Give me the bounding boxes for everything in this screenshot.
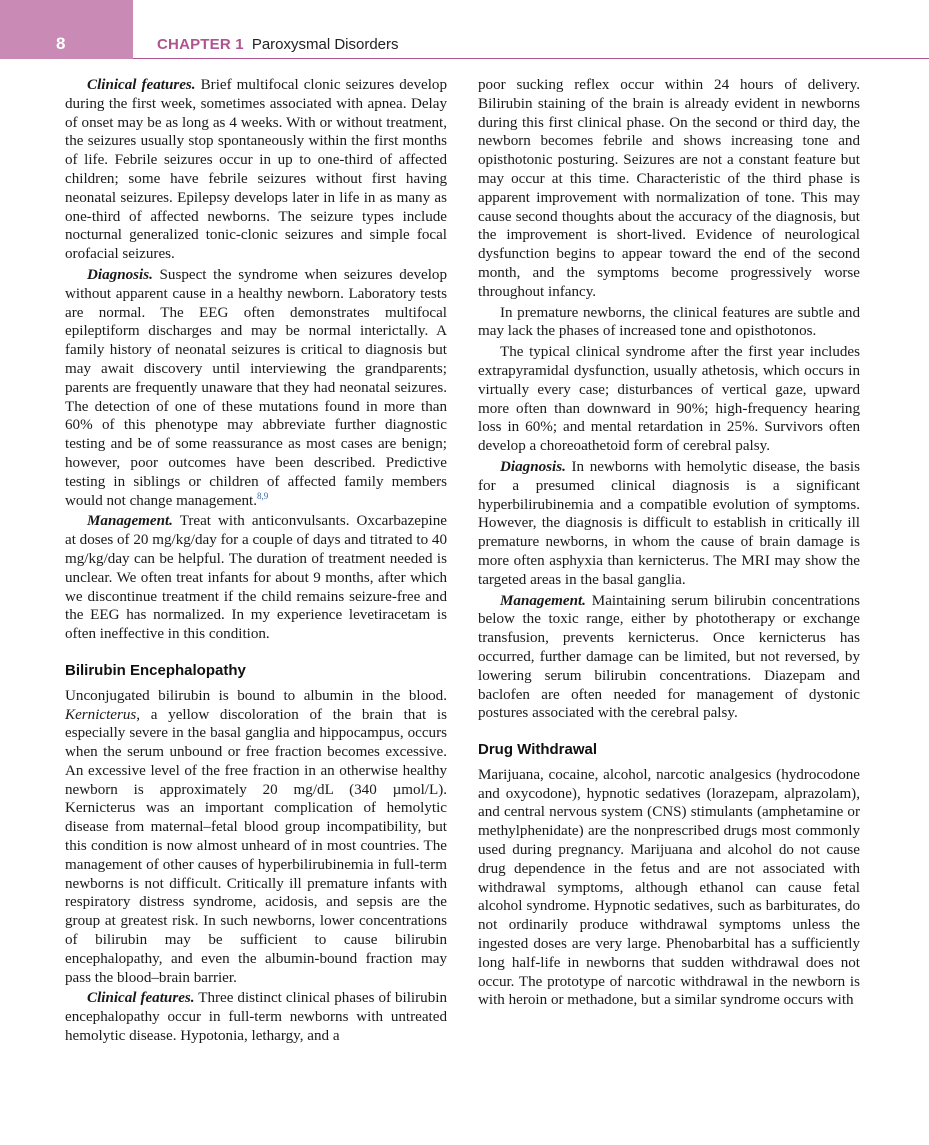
chapter-label: CHAPTER 1: [157, 36, 244, 53]
section-heading-bilirubin: Bilirubin Encephalopathy: [65, 661, 246, 679]
paragraph-text: Brief multifocal clonic seizures develop during the first week, sometimes associated with apnea. Delay of onset may be as long as 4 weeks. With or without treatment, the seizures usually stop spontaneously within the first months of life. Febrile seizures occur in up to one-third of affected children; some have febrile seizures without first having neonatal seizures. Epilepsy develops later in life in as many as one-third of affected newborns. The seizure types include nocturnal generalized tonic-clonic seizures and simple focal orofacial seizures.: [65, 77, 448, 263]
runin-heading: Diagnosis.: [500, 458, 566, 475]
term-kernicterus: Kernicterus,: [65, 706, 141, 723]
paragraph-text: Suspect the syndrome when seizures develop without apparent cause in a healthy newborn. Laboratory tests are normal. The EEG often demonstrates multifocal epileptiform discharges and may be normal interictally. A family history of neonatal seizures is critical to diagnosis but may await discovery until interviewing the grandparents; parents are frequently unaware that they had neonatal seizures. The detection of one of these mutations found in more than 60% of this phenotype may abbreviate further diagnostic testing and be of some reassurance as most cases are benign; however, poor outcomes have been described. Predictive testing in siblings or children of affected family members would not change management.: [65, 266, 447, 509]
left-column: [65, 76, 447, 1046]
reference-superscript[interactable]: 8,9: [256, 490, 269, 501]
runin-heading: Management.: [87, 513, 173, 530]
runin-heading: Clinical features.: [87, 990, 195, 1007]
paragraph-text: Three distinct clinical phases of bilirubin encephalopathy occur in full-term newborns with untreated hemolytic disease. Hypotonia, lethargy, and a: [65, 990, 447, 1045]
running-header: [157, 36, 399, 53]
paragraph: [65, 687, 447, 988]
paragraph: [478, 592, 860, 724]
paragraph-text: a yellow discoloration of the brain that is especially severe in the basal ganglia and hippocampus, occurs when the serum unbound or free fraction becomes excessive. An excessive level of the free fraction in an otherwise healthy newborn is approximately 20 mg/dL (340 µmol/L). Kernicterus was an important complication of hemolytic disease from maternal–fetal blood group incompatibility, but this condition is now almost unheard of in most countries. The management of other causes of hyperbilirubinemia in full-term newborns is not difficult. Critically ill premature infants with respiratory distress syndrome, acidosis, and sepsis are the group at greatest risk. In such newborns, lower concentrations of bilirubin may be sufficient to cause bilirubin encephalopathy, and even the albumin-bound fraction may pass the blood–brain barrier.: [65, 706, 447, 986]
paragraph: [478, 343, 860, 456]
paragraph: [478, 76, 860, 302]
paragraph-text: Treat with anticonvulsants. Oxcarbazepine at doses of 20 mg/kg/day for a couple of days and titrated to 40 mg/kg/day can be helpful. The duration of treatment needed is unclear. We often treat infants for about 9 months, after which we discontinue treatment if the child remains seizure-free and the EEG has normalized. In my experience levetiracetam is often ineffective in this condition.: [65, 513, 447, 643]
section-heading-drug-withdrawal: Drug Withdrawal: [478, 741, 598, 759]
runin-heading: Clinical features.: [87, 77, 196, 93]
runin-heading: Diagnosis.: [87, 266, 153, 283]
paragraph: [478, 458, 860, 590]
paragraph-text: The typical clinical syndrome after the first year includes extrapyramidal dysfunction, usually athetosis, which occurs in virtually every case; disturbances of vertical gaze, upward more often than downward in 90%; high-frequency hearing loss in 60%; and mental retardation in 25%. Survivors often develop a choreoathetoid form of cerebral palsy.: [478, 344, 860, 455]
page-tab: [0, 0, 133, 59]
paragraph-text: poor sucking reflex occur within 24 hours of delivery. Bilirubin staining of the brain is already evident in newborns during this first clinical phase. On the second or third day, the newborn becomes febrile and shows increasing tone and opisthotonic posturing. Seizures are not a constant feature but may occur at this time. Characteristic of the third phase is apparent improvement with normalization of tone. This may cause second thoughts about the accuracy of the diagnosis, but the improvement is short-lived. Evidence of neurological dysfunction begins to appear toward the end of the second month, and the symptoms become progressively worse throughout infancy.: [478, 77, 860, 300]
right-column: [478, 76, 860, 1010]
paragraph-text: Marijuana, cocaine, alcohol, narcotic analgesics (hydrocodone and oxycodone), hypnotic sedatives (lorazepam, alprazolam), and central nervous system (CNS) stimulants (amphetamine or methylphenidate) are the nonprescribed drugs most commonly used during pregnancy. Marijuana and alcohol do not cause drug dependence in the fetus and are not associated with withdrawal symptoms, although ethanol can cause fetal alcohol syndrome. Hypnotic sedatives, such as barbiturates, do not ordinarily produce withdrawal symptoms unless the ingested doses are very large. Phenobarbital has a sufficiently long half-life in newborns that sudden withdrawal does not occur. The prototype of narcotic withdrawal in the newborn is with heroin or methadone, but a similar syndrome occurs with: [478, 766, 860, 1009]
runin-heading: Management.: [500, 592, 586, 609]
header-rule: [133, 58, 929, 59]
paragraph-text: Maintaining serum bilirubin concentrations below the toxic range, either by phototherapy or exchange transfusion, prevents kernicterus. Once kernicterus has occurred, further damage can be limited, but not reversed, by lowering serum bilirubin concentrations. Diazepam and baclofen are often needed for management of dystonic postures associated with the cerebral palsy.: [478, 592, 860, 722]
paragraph: [65, 76, 447, 264]
paragraph: [478, 766, 860, 1010]
page-number: 8: [56, 34, 66, 53]
paragraph: [65, 989, 447, 1045]
paragraph: [478, 304, 860, 342]
paragraph-text: In premature newborns, the clinical features are subtle and may lack the phases of increased tone and opisthotonos.: [478, 304, 860, 340]
paragraph-text: In newborns with hemolytic disease, the basis for a presumed clinical diagnosis is a significant hyperbilirubinemia and a compatible evolution of symptoms. However, the diagnosis is difficult to establish in critically ill premature newborns, in whom the cause of brain damage is more often asphyxia than kernicterus. The MRI may show the targeted areas in the basal ganglia.: [478, 458, 860, 588]
paragraph: [65, 266, 447, 510]
paragraph: [65, 512, 447, 644]
chapter-title: Paroxysmal Disorders: [251, 36, 399, 53]
paragraph-text: Unconjugated bilirubin is bound to albumin in the blood.: [65, 687, 447, 704]
